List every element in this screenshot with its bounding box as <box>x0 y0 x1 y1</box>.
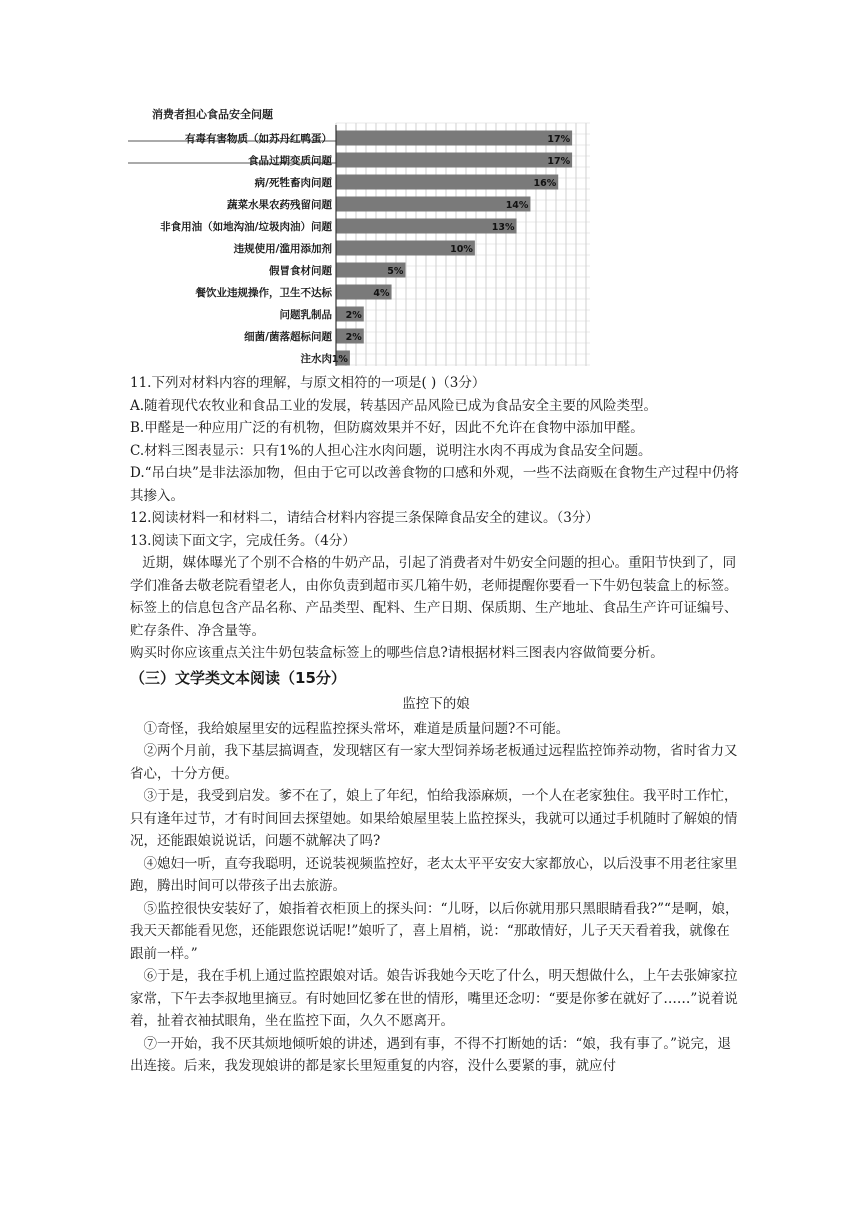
story-paragraph: ②两个月前，我下基层搞调查，发现辖区有一家大型饲养场老板通过远程监控饰养动物，省时省力又省心，十分方便。 <box>130 743 738 782</box>
category-label: 餐饮业违规操作，卫生不达标 <box>195 287 332 299</box>
category-label: 问题乳制品 <box>279 309 332 321</box>
data-label: 10% <box>450 244 473 255</box>
data-label: 14% <box>505 200 529 211</box>
category-label: 蔬菜水果农药残留问题 <box>227 199 332 211</box>
data-label: 2% <box>345 310 362 321</box>
category-label: 细菌/菌落超标问题 <box>244 331 332 343</box>
category-label: 食品过期变质问题 <box>248 155 332 167</box>
bar <box>336 153 572 168</box>
category-label: 违规使用/滥用添加剂 <box>233 243 332 255</box>
option-a: A.随着现代农牧业和食品工业的发展，转基因产品风险已成为食品安全主要的风险类型。 <box>130 397 658 414</box>
data-label: 1% <box>331 354 348 365</box>
bar <box>336 131 572 146</box>
category-label: 有毒有害物质（如苏丹红鸭蛋） <box>185 133 332 145</box>
story-paragraph: ⑦一开始，我不厌其烦地倾听娘的讲述，遇到有事，不得不打断她的话：“娘，我有事了。”说完，退出连接。后来，我发现娘讲的都是家长里短重复的内容，没什么要紧的事，就应付 <box>130 1035 732 1074</box>
question-13-task: 购买时你应该重点关注牛奶包装盒标签上的哪些信息?请根据材料三图表内容做简要分析。 <box>130 645 664 661</box>
question-section <box>130 372 742 1078</box>
option-c: C.材料三图表显示：只有1%的人担心注水肉问题，说明注水肉不再成为食品安全问题。 <box>130 442 652 459</box>
story-title: 监控下的娘 <box>402 696 470 712</box>
option-d: D.“吊白块”是非法添加物，但由于它可以改善食物的口感和外观，一些不法商贩在食物生产过程中仍将其掺入。 <box>130 465 739 504</box>
category-label: 非食用油（如地沟油/垃圾肉油）问题 <box>160 221 332 233</box>
data-label: 13% <box>491 222 515 233</box>
question-12: 12.阅读材料一和材料二，请结合材料内容提三条保障食品安全的建议。（3分） <box>130 510 599 526</box>
data-label: 4% <box>373 288 390 299</box>
chart-title: 消费者担心食品安全问题 <box>152 108 273 121</box>
data-label: 5% <box>387 266 404 277</box>
category-label: 病/死牲畜肉问题 <box>254 177 332 189</box>
bar <box>336 175 558 190</box>
question-13-passage: 近期，媒体曝光了个别不合格的牛奶产品，引起了消费者对牛奶安全问题的担心。重阳节快到了，同学们准备去敬老院看望老人，由你负责到超市买几箱牛奶，老师提醒你要看一下牛奶包装盒上的标签。标签上的信息包含产品名称、产品类型、配料、生产日期、保质期、生产地址、食品生产许可证编号、贮存条件、净含量等。 <box>130 555 738 639</box>
story-paragraph: ⑥于是，我在手机上通过监控跟娘对话。娘告诉我她今天吃了什么，明天想做什么，上午去张婶家拉家常，下午去李叔地里摘豆。有时她回忆爹在世的情形，嘴里还念叨：“要是你爹在就好了……”说着说着，扯着衣袖拭眼角，坐在监控下面，久久不愿离开。 <box>130 968 738 1029</box>
chart-canvas <box>128 103 590 368</box>
data-label: 17% <box>547 134 571 145</box>
question-11: 11.下列对材料内容的理解，与原文相符的一项是( )（3分） <box>130 375 486 391</box>
story-paragraph: ④媳妇一听，直夸我聪明，还说装视频监控好，老太太平平安安大家都放心，以后没事不用老往家里跑，腾出时间可以带孩子出去旅游。 <box>130 855 738 894</box>
story-paragraph: ③于是，我受到启发。爹不在了，娘上了年纪，怕给我添麻烦，一个人在老家独住。我平时工作忙，只有逢年过节，才有时间回去探望她。如果给娘屋里装上监控探头，我就可以通过手机随时了解娘的情况，还能跟娘说说话，问题不就解决了吗? <box>130 788 738 849</box>
data-label: 2% <box>345 332 362 343</box>
data-label: 16% <box>533 178 557 189</box>
story-paragraph: ①奇怪，我给娘屋里安的远程监控探头常坏，难道是质量问题?不可能。 <box>143 720 570 737</box>
data-label: 17% <box>547 156 571 167</box>
question-13: 13.阅读下面文字，完成任务。（4分） <box>130 532 356 549</box>
bar <box>336 197 530 212</box>
section-heading: （三）文学类文本阅读（15分） <box>130 668 346 687</box>
bar <box>336 219 517 234</box>
category-label: 注水肉 <box>300 353 332 365</box>
food-safety-bar-chart <box>128 103 590 368</box>
story-paragraph: ⑤监控很快安装好了，娘指着衣柜顶上的探头问：“儿呀，以后你就用那只黑眼睛看我?”“是啊，娘，我天天都能看见您，还能跟您说话呢!”娘听了，喜上眉梢，说：“那敢情好，儿子天天看着我，就像在跟前一样。” <box>130 900 739 962</box>
category-label: 假冒食材问题 <box>269 265 332 277</box>
option-b: B.甲醛是一种应用广泛的有机物，但防腐效果并不好，因此不允许在食物中添加甲醛。 <box>130 420 644 436</box>
